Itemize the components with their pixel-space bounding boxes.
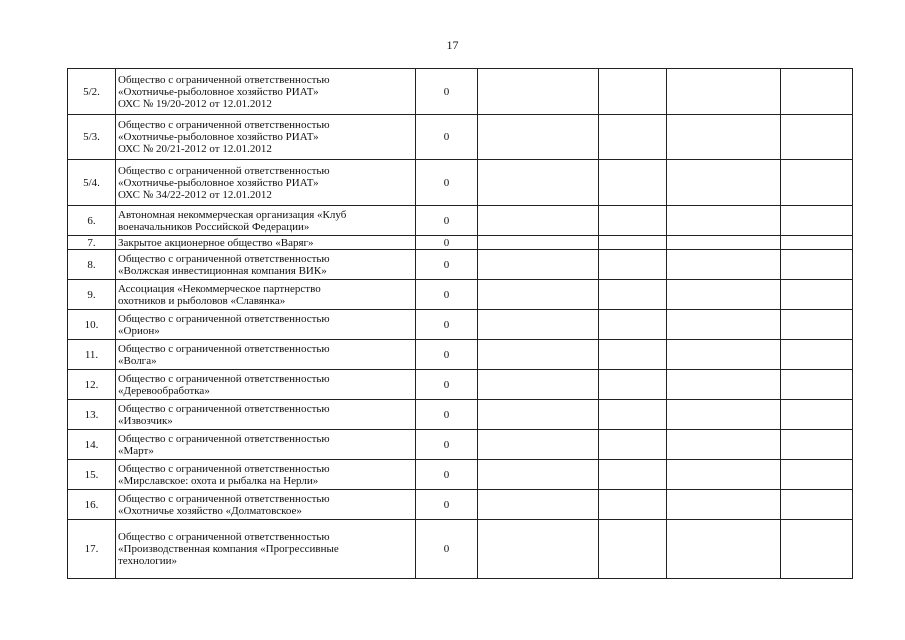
row-number: 5/4. [68, 160, 116, 206]
organization-name [116, 250, 416, 280]
organization-name-line: ОХС № 20/21-2012 от 12.01.2012 [118, 143, 272, 155]
table-row [68, 340, 853, 370]
table-row [68, 490, 853, 520]
empty-cell [478, 69, 599, 115]
organization-name-line: «Охотничье-рыболовное хозяйство РИАТ» [118, 131, 319, 143]
empty-cell [781, 115, 853, 160]
row-value: 0 [416, 206, 478, 236]
organization-name-line: Общество с ограниченной ответственностью [118, 492, 330, 505]
empty-cell [478, 206, 599, 236]
empty-cell [667, 115, 781, 160]
organization-name [116, 115, 416, 160]
organization-name [116, 206, 416, 236]
row-number: 17. [68, 520, 116, 579]
organization-name-line: Общество с ограниченной ответственностью [118, 73, 330, 86]
empty-cell [478, 160, 599, 206]
organization-name-line: Закрытое акционерное общество «Варяг» [118, 236, 314, 249]
organization-name-line: «Орион» [118, 324, 160, 337]
row-number: 13. [68, 400, 116, 430]
empty-cell [599, 115, 667, 160]
empty-cell [781, 160, 853, 206]
organization-name [116, 490, 416, 520]
organization-name-line: ОХС № 19/20-2012 от 12.01.2012 [118, 97, 272, 110]
organization-name-line: «Охотничье-рыболовное хозяйство РИАТ» [118, 176, 319, 189]
row-value: 0 [416, 460, 478, 490]
row-number: 14. [68, 430, 116, 460]
row-value: 0 [416, 250, 478, 280]
row-number: 16. [68, 490, 116, 520]
empty-cell [781, 460, 853, 490]
organization-name [116, 460, 416, 490]
row-value: 0 [416, 115, 478, 160]
row-value: 0 [416, 236, 478, 250]
empty-cell [667, 236, 781, 250]
empty-cell [667, 400, 781, 430]
organization-name-line: «Извозчик» [118, 414, 173, 427]
row-value: 0 [416, 520, 478, 579]
organization-name-line: технологии» [118, 555, 178, 567]
empty-cell [667, 69, 781, 115]
empty-cell [599, 250, 667, 280]
row-number: 12. [68, 370, 116, 400]
table-row [68, 236, 853, 250]
empty-cell [667, 206, 781, 236]
empty-cell [667, 370, 781, 400]
empty-cell [478, 400, 599, 430]
empty-cell [478, 340, 599, 370]
organization-name-line: «Волжская инвестиционная компания ВИК» [118, 264, 327, 277]
empty-cell [781, 340, 853, 370]
organization-name [116, 370, 416, 400]
row-value: 0 [416, 370, 478, 400]
empty-cell [781, 310, 853, 340]
organization-name [116, 520, 416, 579]
organization-name-line: ОХС № 34/22-2012 от 12.01.2012 [118, 188, 272, 201]
row-number: 15. [68, 460, 116, 490]
organization-name-line: Общество с ограниченной ответственностью [118, 402, 330, 415]
table-row [68, 520, 853, 579]
empty-cell [667, 280, 781, 310]
organization-name-line: «Охотничье хозяйство «Долматовское» [118, 504, 302, 517]
empty-cell [781, 520, 853, 579]
row-value: 0 [416, 400, 478, 430]
row-value: 0 [416, 160, 478, 206]
table-row [68, 370, 853, 400]
organization-name-line: Общество с ограниченной ответственностью [118, 531, 330, 543]
empty-cell [599, 280, 667, 310]
empty-cell [667, 460, 781, 490]
empty-cell [599, 160, 667, 206]
organization-name [116, 280, 416, 310]
organization-name [116, 400, 416, 430]
row-number: 9. [68, 280, 116, 310]
empty-cell [781, 206, 853, 236]
row-value: 0 [416, 490, 478, 520]
empty-cell [599, 340, 667, 370]
organization-name-line: военачальников Российской Федерации» [118, 220, 310, 233]
empty-cell [599, 400, 667, 430]
empty-cell [478, 460, 599, 490]
empty-cell [478, 115, 599, 160]
organization-name [116, 236, 416, 250]
organization-name [116, 160, 416, 206]
row-value: 0 [416, 430, 478, 460]
empty-cell [667, 250, 781, 280]
organization-name-line: охотников и рыболовов «Славянка» [118, 294, 286, 307]
row-value: 0 [416, 310, 478, 340]
empty-cell [599, 370, 667, 400]
empty-cell [478, 370, 599, 400]
empty-cell [478, 250, 599, 280]
table-row [68, 280, 853, 310]
empty-cell [478, 490, 599, 520]
organization-name-line: «Производственная компания «Прогрессивные [118, 543, 339, 555]
empty-cell [781, 430, 853, 460]
organization-name-line: «Март» [118, 444, 154, 457]
organization-name-line: Общество с ограниченной ответственностью [118, 164, 330, 177]
organization-name-line: Автономная некоммерческая организация «Клуб [118, 208, 347, 221]
organization-name-line: «Охотничье-рыболовное хозяйство РИАТ» [118, 85, 319, 98]
row-number: 5/3. [68, 115, 116, 160]
empty-cell [599, 236, 667, 250]
row-number: 7. [68, 236, 116, 250]
empty-cell [781, 250, 853, 280]
table-row [68, 310, 853, 340]
organization-name-line: Общество с ограниченной ответственностью [118, 462, 330, 475]
table-row [68, 460, 853, 490]
row-number: 11. [68, 340, 116, 370]
organization-name-line: Общество с ограниченной ответственностью [118, 432, 330, 445]
page-number: 17 [446, 38, 459, 52]
empty-cell [781, 490, 853, 520]
organization-name-line: «Деревообработка» [118, 384, 210, 397]
row-value: 0 [416, 69, 478, 115]
empty-cell [478, 236, 599, 250]
empty-cell [478, 520, 599, 579]
empty-cell [667, 430, 781, 460]
row-value: 0 [416, 340, 478, 370]
row-number: 5/2. [68, 69, 116, 115]
empty-cell [599, 69, 667, 115]
table-row [68, 400, 853, 430]
empty-cell [478, 430, 599, 460]
row-number: 10. [68, 310, 116, 340]
empty-cell [781, 280, 853, 310]
table-row [68, 206, 853, 236]
empty-cell [599, 520, 667, 579]
empty-cell [781, 370, 853, 400]
empty-cell [667, 520, 781, 579]
organization-name-line: Общество с ограниченной ответственностью [118, 252, 330, 265]
organization-name [116, 69, 416, 115]
empty-cell [599, 310, 667, 340]
table-row [68, 430, 853, 460]
empty-cell [599, 490, 667, 520]
table-row [68, 250, 853, 280]
table-row [68, 160, 853, 206]
organization-name-line: Общество с ограниченной ответственностью [118, 312, 330, 325]
organization-name [116, 430, 416, 460]
table-row [68, 115, 853, 160]
empty-cell [599, 460, 667, 490]
empty-cell [781, 69, 853, 115]
empty-cell [667, 310, 781, 340]
empty-cell [781, 400, 853, 430]
row-value: 0 [416, 280, 478, 310]
empty-cell [667, 160, 781, 206]
empty-cell [599, 430, 667, 460]
organization-name-line: Ассоциация «Некоммерческое партнерство [118, 282, 321, 295]
organization-name-line: Общество с ограниченной ответственностью [118, 119, 330, 131]
empty-cell [478, 310, 599, 340]
empty-cell [781, 236, 853, 250]
organization-name [116, 310, 416, 340]
organization-name-line: Общество с ограниченной ответственностью [118, 342, 330, 355]
document-table [67, 68, 853, 579]
table-row [68, 69, 853, 115]
organization-name-line: Общество с ограниченной ответственностью [118, 372, 330, 385]
empty-cell [599, 206, 667, 236]
empty-cell [478, 280, 599, 310]
empty-cell [667, 490, 781, 520]
organization-name-line: «Волга» [118, 354, 157, 367]
organization-name [116, 340, 416, 370]
empty-cell [667, 340, 781, 370]
row-number: 8. [68, 250, 116, 280]
row-number: 6. [68, 206, 116, 236]
organization-name-line: «Мирславское: охота и рыбалка на Нерли» [118, 474, 319, 487]
